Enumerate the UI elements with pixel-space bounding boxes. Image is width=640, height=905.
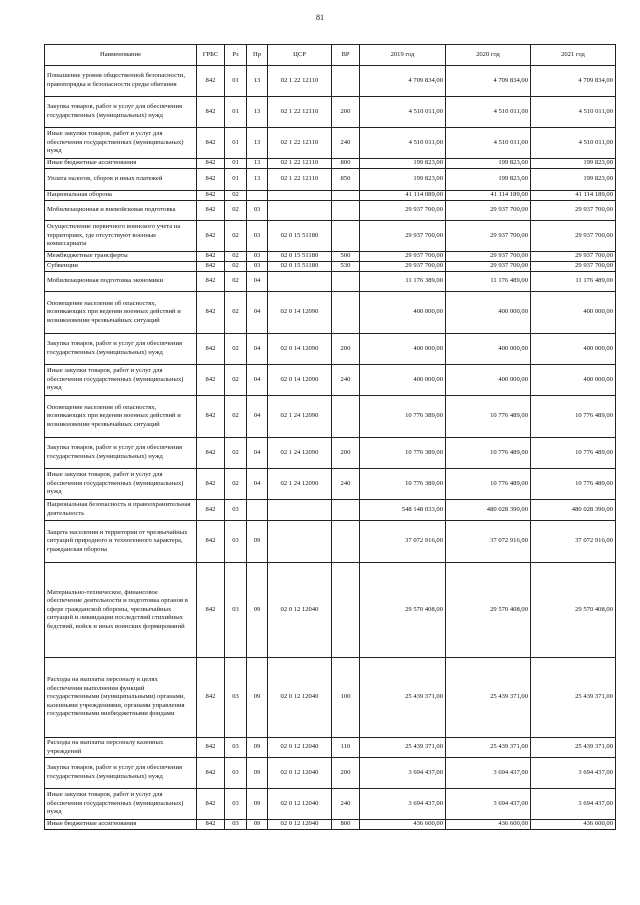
cell-pr: 13 — [247, 66, 268, 97]
cell-rz: 02 — [225, 191, 247, 201]
cell-name: Межбюджетные трансферты — [45, 252, 197, 262]
cell-2020: 10 776 489,00 — [446, 438, 531, 469]
cell-rz: 02 — [225, 272, 247, 292]
cell-2020: 4 510 011,00 — [446, 97, 531, 128]
cell-rz: 02 — [225, 252, 247, 262]
cell-rz: 03 — [225, 738, 247, 758]
cell-2019: 29 937 700,00 — [360, 201, 446, 221]
cell-2019: 548 148 033,00 — [360, 500, 446, 521]
cell-2020: 436 600,00 — [446, 820, 531, 830]
cell-grbs: 842 — [197, 758, 225, 789]
budget-table — [44, 44, 616, 830]
table-row — [45, 521, 616, 563]
cell-2019: 400 000,00 — [360, 292, 446, 334]
cell-vr — [332, 396, 360, 438]
cell-name: Закупка товаров, работ и услуг для обеспечения государственных (муниципальных) нужд — [45, 438, 197, 469]
cell-2021: 10 776 489,00 — [531, 396, 616, 438]
cell-2019: 199 823,00 — [360, 159, 446, 169]
cell-pr: 13 — [247, 97, 268, 128]
cell-rz: 03 — [225, 789, 247, 820]
cell-grbs: 842 — [197, 469, 225, 500]
cell-csr: 02 0 12 12040 — [268, 789, 332, 820]
cell-2021: 400 000,00 — [531, 292, 616, 334]
cell-csr: 02 0 15 51180 — [268, 221, 332, 252]
cell-name: Расходы на выплаты персоналу казенных учреждений — [45, 738, 197, 758]
cell-pr — [247, 191, 268, 201]
cell-2020: 41 114 189,00 — [446, 191, 531, 201]
cell-vr: 240 — [332, 469, 360, 500]
cell-vr: 200 — [332, 758, 360, 789]
table-row — [45, 738, 616, 758]
cell-vr — [332, 563, 360, 658]
cell-rz: 02 — [225, 201, 247, 221]
cell-pr: 13 — [247, 159, 268, 169]
cell-2020: 199 823,00 — [446, 159, 531, 169]
cell-pr: 03 — [247, 252, 268, 262]
cell-2019: 400 000,00 — [360, 334, 446, 365]
cell-csr: 02 1 24 12090 — [268, 469, 332, 500]
cell-name: Мобилизационная подготовка экономики — [45, 272, 197, 292]
cell-2019: 436 600,00 — [360, 820, 446, 830]
cell-grbs: 842 — [197, 365, 225, 396]
cell-rz: 03 — [225, 820, 247, 830]
cell-pr: 09 — [247, 658, 268, 738]
cell-rz: 02 — [225, 262, 247, 272]
cell-csr: 02 1 22 12110 — [268, 97, 332, 128]
cell-2021: 29 937 700,00 — [531, 221, 616, 252]
cell-2020: 3 694 437,00 — [446, 758, 531, 789]
cell-name: Осуществление первичного воинского учета на территориях, где отсутствуют военные комиссариаты — [45, 221, 197, 252]
cell-rz: 02 — [225, 396, 247, 438]
cell-csr: 02 0 12 12040 — [268, 820, 332, 830]
cell-grbs: 842 — [197, 191, 225, 201]
cell-vr: 800 — [332, 159, 360, 169]
cell-grbs: 842 — [197, 66, 225, 97]
header-csr: ЦСР — [268, 45, 332, 66]
cell-pr: 04 — [247, 438, 268, 469]
cell-2019: 10 776 389,00 — [360, 396, 446, 438]
cell-name: Защита населения и территории от чрезвычайных ситуаций природного и техногенного характера, гражданская оборона — [45, 521, 197, 563]
cell-2020: 11 176 489,00 — [446, 272, 531, 292]
cell-name: Закупка товаров, работ и услуг для обеспечения государственных (муниципальных) нужд — [45, 97, 197, 128]
cell-pr: 09 — [247, 789, 268, 820]
cell-name: Материально-техническое, финансовое обеспечение деятельности и подготовка органов в сфере гражданской обороны, чрезвычайных ситуаций и ликвидации последствий стихийных бедствий, войск и иных воинских формирований — [45, 563, 197, 658]
cell-2019: 41 114 089,00 — [360, 191, 446, 201]
header-2019: 2019 год — [360, 45, 446, 66]
cell-csr — [268, 201, 332, 221]
cell-2021: 3 694 437,00 — [531, 758, 616, 789]
table-row — [45, 334, 616, 365]
cell-2021: 400 000,00 — [531, 365, 616, 396]
cell-vr: 200 — [332, 438, 360, 469]
cell-2021: 41 114 189,00 — [531, 191, 616, 201]
cell-2019: 25 439 371,00 — [360, 658, 446, 738]
cell-name: Мобилизационная и вневойсковая подготовка — [45, 201, 197, 221]
cell-2021: 37 072 916,00 — [531, 521, 616, 563]
cell-rz: 02 — [225, 292, 247, 334]
cell-vr: 240 — [332, 128, 360, 159]
cell-2019: 11 176 389,00 — [360, 272, 446, 292]
cell-vr: 110 — [332, 738, 360, 758]
cell-2019: 29 937 700,00 — [360, 262, 446, 272]
cell-2021: 10 776 489,00 — [531, 469, 616, 500]
cell-pr: 04 — [247, 272, 268, 292]
cell-csr — [268, 500, 332, 521]
cell-name: Повышение уровня общественной безопасности, правопорядка и безопасности среды обитания — [45, 66, 197, 97]
table-row — [45, 252, 616, 262]
cell-2020: 25 439 371,00 — [446, 658, 531, 738]
cell-grbs: 842 — [197, 563, 225, 658]
cell-pr: 09 — [247, 758, 268, 789]
cell-name: Закупка товаров, работ и услуг для обеспечения государственных (муниципальных) нужд — [45, 334, 197, 365]
cell-2020: 400 000,00 — [446, 292, 531, 334]
cell-vr — [332, 221, 360, 252]
cell-pr: 09 — [247, 521, 268, 563]
header-vr: ВР — [332, 45, 360, 66]
cell-rz: 02 — [225, 469, 247, 500]
cell-name: Субвенции — [45, 262, 197, 272]
cell-2020: 4 510 011,00 — [446, 128, 531, 159]
cell-csr: 02 1 24 12090 — [268, 438, 332, 469]
cell-grbs: 842 — [197, 221, 225, 252]
header-pr: Пр — [247, 45, 268, 66]
cell-csr: 02 1 22 12110 — [268, 169, 332, 191]
cell-2019: 4 709 834,00 — [360, 66, 446, 97]
table-row — [45, 396, 616, 438]
cell-pr: 09 — [247, 563, 268, 658]
cell-grbs: 842 — [197, 334, 225, 365]
cell-rz: 02 — [225, 365, 247, 396]
cell-rz: 01 — [225, 159, 247, 169]
cell-grbs: 842 — [197, 201, 225, 221]
table-row — [45, 758, 616, 789]
cell-pr: 04 — [247, 365, 268, 396]
cell-name: Иные закупки товаров, работ и услуг для обеспечения государственных (муниципальных) нужд — [45, 365, 197, 396]
cell-2019: 29 937 700,00 — [360, 221, 446, 252]
cell-grbs: 842 — [197, 292, 225, 334]
cell-csr: 02 1 22 12110 — [268, 128, 332, 159]
cell-vr: 200 — [332, 97, 360, 128]
cell-name: Иные бюджетные ассигнования — [45, 820, 197, 830]
cell-grbs: 842 — [197, 128, 225, 159]
cell-2019: 4 510 011,00 — [360, 128, 446, 159]
table-row — [45, 438, 616, 469]
cell-grbs: 842 — [197, 789, 225, 820]
cell-grbs: 842 — [197, 738, 225, 758]
cell-rz: 03 — [225, 563, 247, 658]
cell-rz: 01 — [225, 66, 247, 97]
cell-2021: 29 937 700,00 — [531, 262, 616, 272]
cell-grbs: 842 — [197, 658, 225, 738]
cell-rz: 03 — [225, 500, 247, 521]
table-body — [45, 66, 616, 830]
cell-rz: 01 — [225, 97, 247, 128]
cell-2021: 29 570 408,00 — [531, 563, 616, 658]
cell-2019: 25 439 371,00 — [360, 738, 446, 758]
cell-csr: 02 0 12 12040 — [268, 658, 332, 738]
cell-2021: 480 028 390,00 — [531, 500, 616, 521]
table-row — [45, 500, 616, 521]
cell-name: Оповещение населения об опасностях, возникающих при ведении военных действий и возникновении чрезвычайных ситуаций — [45, 396, 197, 438]
cell-name: Иные закупки товаров, работ и услуг для обеспечения государственных (муниципальных) нужд — [45, 469, 197, 500]
table-row — [45, 159, 616, 169]
cell-2020: 25 439 371,00 — [446, 738, 531, 758]
cell-name: Иные закупки товаров, работ и услуг для обеспечения государственных (муниципальных) нужд — [45, 789, 197, 820]
cell-2020: 199 823,00 — [446, 169, 531, 191]
cell-2021: 10 776 489,00 — [531, 438, 616, 469]
cell-rz: 03 — [225, 658, 247, 738]
cell-2021: 3 694 437,00 — [531, 789, 616, 820]
cell-2020: 37 072 916,00 — [446, 521, 531, 563]
cell-vr — [332, 191, 360, 201]
cell-vr — [332, 292, 360, 334]
cell-pr: 04 — [247, 396, 268, 438]
cell-2021: 436 600,00 — [531, 820, 616, 830]
cell-2020: 29 937 700,00 — [446, 201, 531, 221]
cell-vr: 850 — [332, 169, 360, 191]
table-row — [45, 563, 616, 658]
cell-name: Оповещение населения об опасностях, возникающих при ведении военных действий и возникновении чрезвычайных ситуаций — [45, 292, 197, 334]
cell-name: Уплата налогов, сборов и иных платежей — [45, 169, 197, 191]
cell-grbs: 842 — [197, 396, 225, 438]
cell-pr — [247, 500, 268, 521]
table-row — [45, 221, 616, 252]
cell-2021: 29 937 700,00 — [531, 201, 616, 221]
cell-name: Национальная безопасность и правоохранительная деятельность — [45, 500, 197, 521]
table-row — [45, 97, 616, 128]
cell-2020: 29 937 700,00 — [446, 262, 531, 272]
table-row — [45, 272, 616, 292]
cell-csr: 02 0 12 12040 — [268, 563, 332, 658]
cell-2021: 25 439 371,00 — [531, 658, 616, 738]
cell-vr: 240 — [332, 789, 360, 820]
cell-name: Иные бюджетные ассигнования — [45, 159, 197, 169]
cell-rz: 01 — [225, 169, 247, 191]
cell-2020: 29 570 408,00 — [446, 563, 531, 658]
table-row — [45, 169, 616, 191]
cell-vr — [332, 500, 360, 521]
cell-pr: 09 — [247, 820, 268, 830]
cell-name: Национальная оборона — [45, 191, 197, 201]
cell-2019: 29 570 408,00 — [360, 563, 446, 658]
cell-2021: 25 439 371,00 — [531, 738, 616, 758]
cell-pr: 13 — [247, 128, 268, 159]
cell-grbs: 842 — [197, 438, 225, 469]
header-grbs: ГРБС — [197, 45, 225, 66]
cell-csr: 02 0 14 12090 — [268, 292, 332, 334]
cell-rz: 02 — [225, 221, 247, 252]
cell-grbs: 842 — [197, 252, 225, 262]
cell-grbs: 842 — [197, 820, 225, 830]
table-row — [45, 191, 616, 201]
cell-2019: 400 000,00 — [360, 365, 446, 396]
cell-2019: 29 937 700,00 — [360, 252, 446, 262]
cell-pr: 04 — [247, 334, 268, 365]
cell-name: Закупка товаров, работ и услуг для обеспечения государственных (муниципальных) нужд — [45, 758, 197, 789]
cell-vr: 800 — [332, 820, 360, 830]
cell-pr: 04 — [247, 469, 268, 500]
table-row — [45, 201, 616, 221]
cell-csr: 02 0 12 12040 — [268, 738, 332, 758]
table-row — [45, 789, 616, 820]
cell-pr: 13 — [247, 169, 268, 191]
cell-grbs: 842 — [197, 272, 225, 292]
table-row — [45, 262, 616, 272]
header-2020: 2020 год — [446, 45, 531, 66]
cell-pr: 03 — [247, 201, 268, 221]
cell-2021: 4 709 834,00 — [531, 66, 616, 97]
cell-grbs: 842 — [197, 159, 225, 169]
cell-rz: 03 — [225, 521, 247, 563]
cell-pr: 03 — [247, 262, 268, 272]
cell-2019: 3 694 437,00 — [360, 789, 446, 820]
cell-2019: 199 823,00 — [360, 169, 446, 191]
cell-csr — [268, 272, 332, 292]
cell-vr — [332, 521, 360, 563]
cell-csr: 02 0 14 12090 — [268, 334, 332, 365]
cell-csr: 02 1 22 12110 — [268, 66, 332, 97]
cell-vr: 530 — [332, 262, 360, 272]
cell-2019: 37 072 916,00 — [360, 521, 446, 563]
cell-grbs: 842 — [197, 169, 225, 191]
cell-vr: 100 — [332, 658, 360, 738]
table-row — [45, 66, 616, 97]
cell-2019: 10 776 389,00 — [360, 438, 446, 469]
cell-2019: 3 694 437,00 — [360, 758, 446, 789]
table-row — [45, 292, 616, 334]
table-row — [45, 658, 616, 738]
cell-2021: 11 176 489,00 — [531, 272, 616, 292]
cell-2020: 400 000,00 — [446, 365, 531, 396]
page-number: 81 — [316, 13, 324, 22]
header-2021: 2021 год — [531, 45, 616, 66]
cell-csr — [268, 521, 332, 563]
cell-2020: 4 709 834,00 — [446, 66, 531, 97]
cell-2021: 199 823,00 — [531, 169, 616, 191]
cell-csr: 02 0 12 12040 — [268, 758, 332, 789]
table-row — [45, 469, 616, 500]
cell-rz: 03 — [225, 758, 247, 789]
table-header-row — [45, 45, 616, 66]
cell-csr: 02 0 15 51180 — [268, 252, 332, 262]
cell-grbs: 842 — [197, 500, 225, 521]
cell-csr: 02 0 15 51180 — [268, 262, 332, 272]
cell-2020: 29 937 700,00 — [446, 252, 531, 262]
header-rz: Рз — [225, 45, 247, 66]
cell-grbs: 842 — [197, 97, 225, 128]
table-row — [45, 128, 616, 159]
cell-pr: 03 — [247, 221, 268, 252]
cell-rz: 02 — [225, 334, 247, 365]
cell-2021: 4 510 011,00 — [531, 97, 616, 128]
cell-rz: 01 — [225, 128, 247, 159]
cell-2021: 400 000,00 — [531, 334, 616, 365]
cell-vr — [332, 66, 360, 97]
cell-2020: 400 000,00 — [446, 334, 531, 365]
cell-csr — [268, 191, 332, 201]
header-name: Наименование — [45, 45, 197, 66]
cell-2021: 4 510 011,00 — [531, 128, 616, 159]
cell-2020: 10 776 489,00 — [446, 396, 531, 438]
cell-vr: 500 — [332, 252, 360, 262]
cell-2021: 29 937 700,00 — [531, 252, 616, 262]
cell-2020: 29 937 700,00 — [446, 221, 531, 252]
cell-name: Расходы на выплаты персоналу в целях обеспечения выполнения функций государственными (муниципальными) органами, казенными учреждениями, органами управления государственными внебюджетными фондами — [45, 658, 197, 738]
cell-pr: 09 — [247, 738, 268, 758]
cell-rz: 02 — [225, 438, 247, 469]
cell-2019: 4 510 011,00 — [360, 97, 446, 128]
cell-2020: 10 776 489,00 — [446, 469, 531, 500]
cell-name: Иные закупки товаров, работ и услуг для обеспечения государственных (муниципальных) нужд — [45, 128, 197, 159]
table-row — [45, 365, 616, 396]
cell-csr: 02 1 24 12090 — [268, 396, 332, 438]
cell-pr: 04 — [247, 292, 268, 334]
cell-2020: 480 028 390,00 — [446, 500, 531, 521]
cell-vr — [332, 272, 360, 292]
cell-vr — [332, 201, 360, 221]
cell-vr: 240 — [332, 365, 360, 396]
cell-grbs: 842 — [197, 521, 225, 563]
cell-2019: 10 776 389,00 — [360, 469, 446, 500]
cell-csr: 02 1 22 12110 — [268, 159, 332, 169]
cell-grbs: 842 — [197, 262, 225, 272]
cell-2020: 3 694 437,00 — [446, 789, 531, 820]
cell-2021: 199 823,00 — [531, 159, 616, 169]
table-row — [45, 820, 616, 830]
cell-vr: 200 — [332, 334, 360, 365]
cell-csr: 02 0 14 12090 — [268, 365, 332, 396]
